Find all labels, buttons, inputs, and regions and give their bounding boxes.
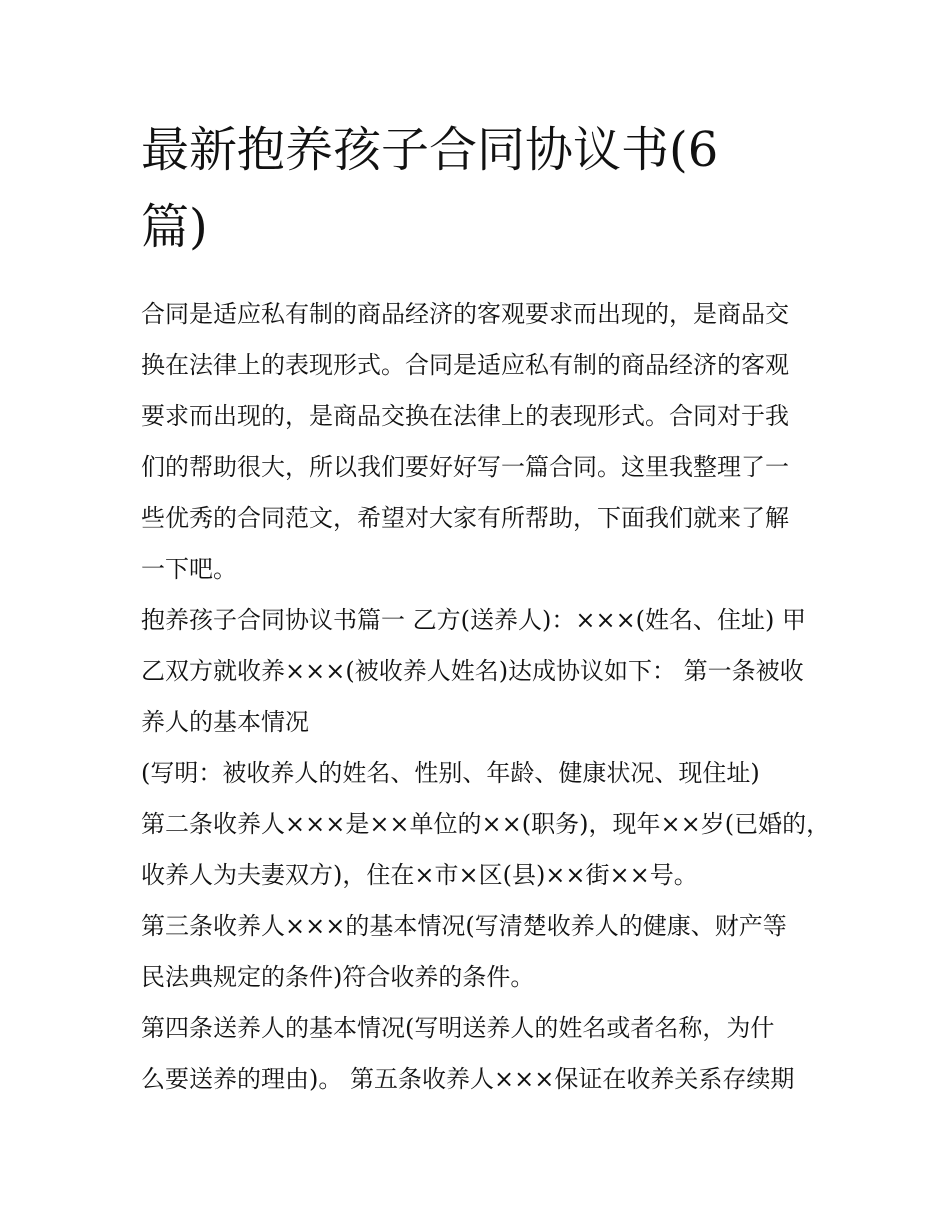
paragraph-article-1-note [141, 748, 813, 799]
title-line-1: 最新抱养孩子合同协议书(6 [141, 122, 719, 178]
text-line: (写明：被收养人的姓名、性别、年龄、健康状况、现住址) [141, 759, 760, 787]
text-line: 收养人为夫妻双方)，住在×市×区(县)××街××号。 [141, 861, 698, 889]
paragraph-article-2 [141, 799, 831, 901]
text-line: 民法典规定的条件)符合收养的条件。 [141, 963, 535, 991]
paragraph-article-1 [141, 595, 813, 748]
document-body [141, 289, 831, 1105]
text-line: 换在法律上的表现形式。合同是适应私有制的商品经济的客观 [141, 351, 789, 379]
title-line-2: 篇) [141, 199, 208, 255]
text-line: 乙双方就收养×××(被收养人姓名)达成协议如下： 第一条被收 [141, 657, 804, 685]
text-line: 第三条收养人×××的基本情况(写清楚收养人的健康、财产等 [141, 912, 787, 940]
text-line: 么要送养的理由)。 第五条收养人×××保证在收养关系存续期 [141, 1065, 795, 1093]
text-line: 第二条收养人×××是××单位的××(职务)，现年××岁(已婚的， [141, 810, 831, 838]
text-line: 第四条送养人的基本情况(写明送养人的姓名或者名称，为什 [141, 1014, 775, 1042]
text-line: 抱养孩子合同协议书篇一 乙方(送养人)：×××(姓名、住址) 甲 [141, 606, 807, 634]
text-line: 们的帮助很大，所以我们要好好写一篇合同。这里我整理了一 [141, 453, 789, 481]
document-title [141, 112, 813, 266]
text-line: 养人的基本情况 [141, 708, 309, 736]
text-line: 一下吧。 [141, 555, 237, 583]
paragraph-article-4 [141, 1003, 813, 1105]
text-line: 要求而出现的，是商品交换在法律上的表现形式。合同对于我 [141, 402, 789, 430]
paragraph-intro [141, 289, 813, 595]
paragraph-article-3 [141, 901, 813, 1003]
text-line: 些优秀的合同范文，希望对大家有所帮助，下面我们就来了解 [141, 504, 789, 532]
document-content [141, 112, 831, 1105]
text-line: 合同是适应私有制的商品经济的客观要求而出现的，是商品交 [141, 300, 789, 328]
